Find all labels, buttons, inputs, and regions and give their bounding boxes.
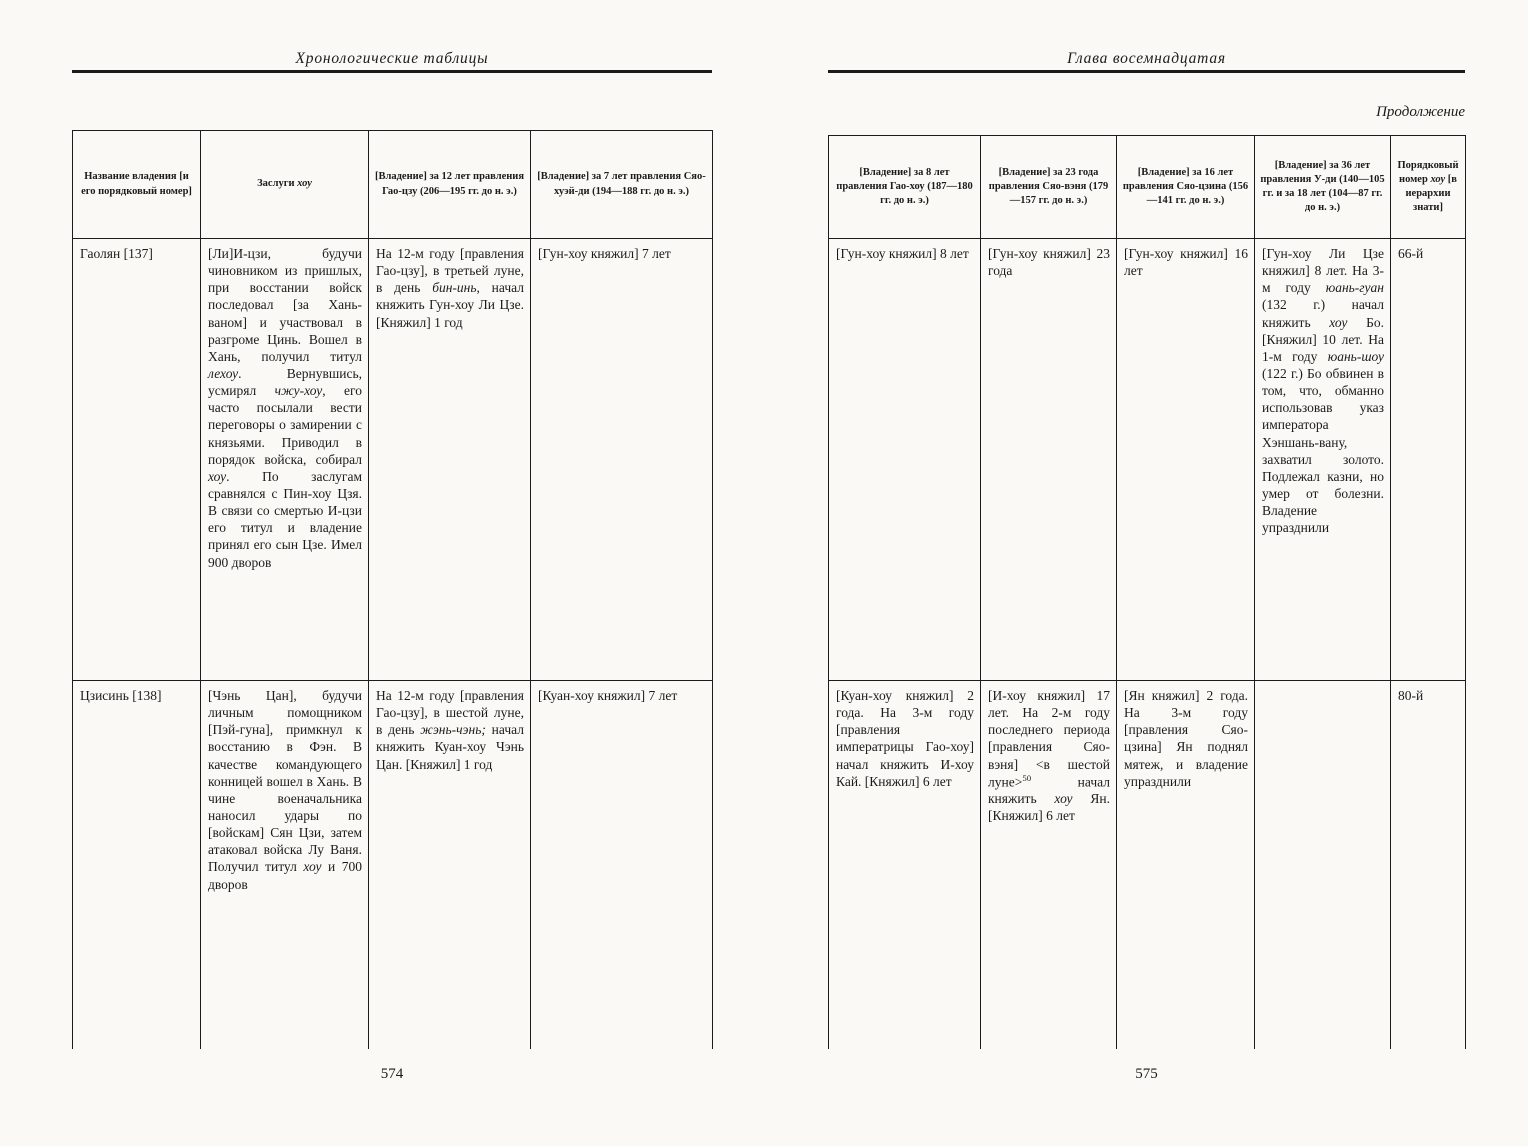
table-cell-xiaowen: [И-хоу княжил] 17 лет. На 2-м году последнего периода [правления Сяо-вэня] <в шестой луне>$^{50}$ начал княжить хоу Ян. [Княжил] 6 лет — [981, 681, 1117, 1049]
table-cell-merits: [Чэнь Цан], будучи личным помощником [Пэй-гуна], примкнул к восстанию в Фэн. В качестве командующего конницей вошел в Хань. В чине военачальника наносил удары по [войскам] Сян Цзи, затем атаковал войска Лу Ваня. Получил титул хоу и 700 дворов — [201, 681, 369, 1049]
table-row — [829, 239, 1466, 681]
table-cell-rank: 80-й — [1391, 681, 1466, 1049]
table-cell-xiaojing: [Ян княжил] 2 года. На 3-м году [правления Сяо-цзина] Ян поднял мятеж, и владение упразднили — [1117, 681, 1255, 1049]
table-row — [829, 681, 1466, 1049]
continuation-label: Продолжение — [1376, 104, 1465, 120]
table-cell-rank: 66-й — [1391, 239, 1466, 681]
running-header-left: Хронологические таблицы — [295, 50, 489, 67]
table-row — [73, 239, 713, 681]
column-header-name: Название владения [и его порядковый номер] — [73, 131, 201, 239]
page-number-right: 575 — [1135, 1066, 1158, 1082]
table-cell-gaohou: [Гун-хоу княжил] 8 лет — [829, 239, 981, 681]
table-cell-gaohou: [Куан-хоу княжил] 2 года. На 3-м году [правления императрицы Гао-хоу] начал княжить И-хоу Кай. [Княжил] 6 лет — [829, 681, 981, 1049]
chronological-table-left — [72, 130, 713, 1049]
column-header-xiaojing: [Владение] за 16 лет правления Сяо-цзина (156—141 гг. до н. э.) — [1117, 136, 1255, 239]
table-cell-domain-name: Гаолян [137] — [73, 239, 201, 681]
header-rule-right — [828, 70, 1465, 73]
header-row — [829, 136, 1466, 239]
page-number-left: 574 — [380, 1066, 404, 1082]
column-header-merits: Заслуги хоу — [201, 131, 369, 239]
column-header-rank: Порядковый номер хоу [в иерархии знати] — [1391, 136, 1466, 239]
column-header-gaohou: [Владение] за 8 лет правления Гао-хоу (187—180 гг. до н. э.) — [829, 136, 981, 239]
table-cell-domain-name: Цзисинь [138] — [73, 681, 201, 1049]
table-cell-xiaohui: [Гун-хоу княжил] 7 лет — [531, 239, 713, 681]
column-header-wudi: [Владение] за 36 лет правления У-ди (140—105 гг. и за 18 лет (104—87 гг. до н. э.) — [1255, 136, 1391, 239]
table-cell-merits: [Ли]И-цзи, будучи чиновником из пришлых, при восстании войск последовал [за Хань-ваном] и участвовал в разгроме Цинь. Вошел в Хань, получил титул лехоу. Вернувшись, усмирял чжу-хоу, его часто посылали вести переговоры о замирении с князьями. Приводил в порядок войска, собирал хоу. По заслугам сравнялся с Пин-хоу Цзя. В связи со смертью И-цзи его титул и владение принял его сын Цзе. Имел 900 дворов — [201, 239, 369, 681]
header-rule-left — [72, 70, 712, 73]
column-header-xiaowen: [Владение] за 23 года правления Сяо-вэня (179—157 гг. до н. э.) — [981, 136, 1117, 239]
table-cell-wudi — [1255, 681, 1391, 1049]
table-cell-xiaojing: [Гун-хоу княжил] 16 лет — [1117, 239, 1255, 681]
table-cell-xiaohui: [Куан-хоу княжил] 7 лет — [531, 681, 713, 1049]
column-header-gaozu: [Владение] за 12 лет правления Гао-цзу (206—195 гг. до н. э.) — [369, 131, 531, 239]
column-header-xiaohui: [Владение] за 7 лет правления Сяо-хуэй-ди (194—188 гг. до н. э.) — [531, 131, 713, 239]
table-cell-gaozu: На 12-м году [правления Гао-цзу], в третьей луне, в день бин-инь, начал княжить Гун-хоу Ли Цзе. [Княжил] 1 год — [369, 239, 531, 681]
running-header-right: Глава восемнадцатая — [1067, 50, 1226, 67]
table-row — [73, 681, 713, 1049]
chronological-table-right — [828, 135, 1466, 1049]
table-cell-xiaowen: [Гун-хоу княжил] 23 года — [981, 239, 1117, 681]
table-cell-gaozu: На 12-м году [правления Гао-цзу], в шестой луне, в день жэнь-чэнь; начал княжить Куан-хоу Чэнь Цан. [Княжил] 1 год — [369, 681, 531, 1049]
header-row — [73, 131, 713, 239]
table-cell-wudi: [Гун-хоу Ли Цзе княжил] 8 лет. На 3-м году юань-гуан (132 г.) начал княжить хоу Бо. [Княжил] 10 лет. На 1-м году юань-шоу (122 г.) Бо обвинен в том, что, обманно использовав указ императора Хэншань-вану, захватил золото. Подлежал казни, но умер от болезни. Владение упразднили — [1255, 239, 1391, 681]
